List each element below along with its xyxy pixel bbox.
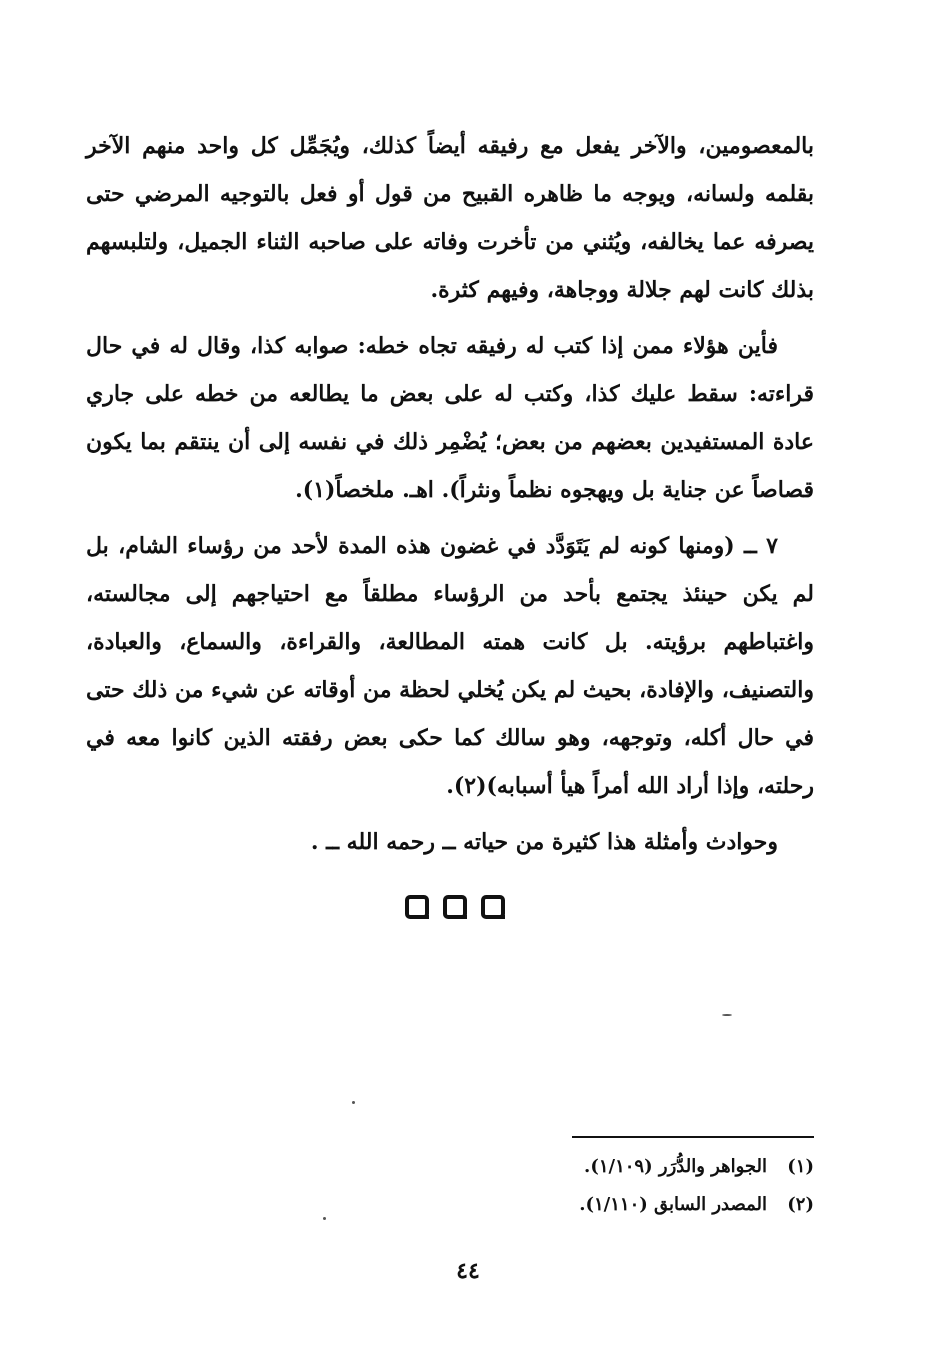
paragraph-4: وحوادث وأمثلة هذا كثيرة من حياته ــ رحمه الله ــ .	[310, 829, 778, 855]
footnote-2	[420, 1186, 814, 1224]
scan-speck	[722, 1014, 732, 1016]
section-end-ornament-icon	[405, 892, 505, 922]
footnote-text: الجواهر والدُّرَر (١/١٠٩).	[584, 1156, 767, 1177]
scan-speck	[352, 1101, 355, 1104]
footnote-number: (٢)	[787, 1194, 814, 1215]
body-text	[86, 122, 814, 874]
paragraph-3: ٧ ــ (ومنها كونه لم يَتَوَدَّد في غضون هذه المدة لأحد من رؤساء الشام، بل لم يكن حينئذ يجتمع بأحد من الرؤساء مطلقاً مع احتياجهم إلى مجالسته، واغتباطهم برؤيته. بل كانت همته المطالعة، والقراءة، والسماع، والعبادة، والتصنيف، والإفادة، بحيث لم يكن يُخلي لحظة من أوقاته عن شيء من ذلك حتى في حال أكله، وتوجهه، وهو سالك كما حكى بعض رفقته الذين كانوا معه في رحلته، وإذا أراد الله أمراً هيأ أسبابه)(٢).	[86, 533, 814, 799]
page-number: ٤٤	[456, 1258, 480, 1284]
footnote-number: (١)	[787, 1156, 814, 1177]
ornament-box-icon	[405, 895, 429, 919]
footnote-text: المصدر السابق (١/١١٠).	[579, 1194, 767, 1215]
ornament-box-icon	[481, 895, 505, 919]
footnote-divider	[572, 1136, 814, 1138]
paragraph-2: فأين هؤلاء ممن إذا كتب له رفيقه تجاه خطه: صوابه كذا، وقال له في حال قراءته: سقط عليك كذا، وكتب له على بعض ما يطالعه من خطه على جاري عادة المستفيدين بعضهم من بعض؛ يُضْمِر ذلك في نفسه إلى أن ينتقم بما يكون قصاصاً عن جناية بل ويهجوه نظماً ونثراً). اهـ. ملخصاً(١).	[86, 333, 814, 503]
ornament-box-icon	[443, 895, 467, 919]
footnote-1	[420, 1148, 814, 1186]
footnotes	[420, 1148, 814, 1224]
paragraph-1: بالمعصومين، والآخر يفعل مع رفيقه أيضاً كذلك، ويُجَمِّل كل واحد منهم الآخر بقلمه ولسانه، ويوجه ما ظاهره القبيح من قول أو فعل بالتوجيه المرضي حتى يصرفه عما يخالفه، ويُثني من تأخرت وفاته على صاحبه الثناء الجميل، ولتلبسهم بذلك كانت لهم جلالة ووجاهة، وفيهم كثرة.	[86, 133, 814, 303]
scan-speck	[323, 1217, 326, 1220]
